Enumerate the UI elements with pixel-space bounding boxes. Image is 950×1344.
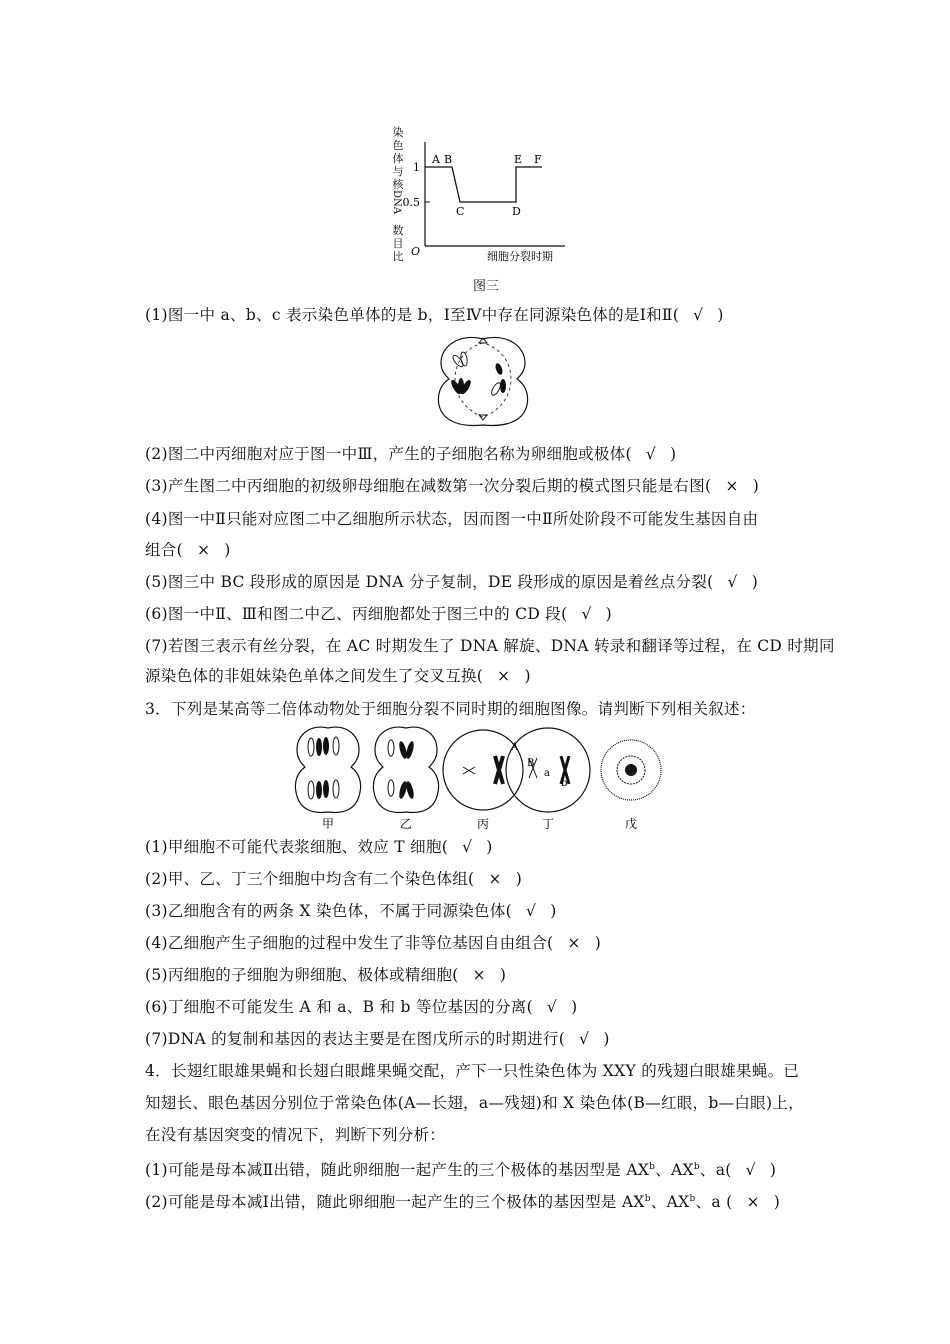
graph-point-E: E <box>514 153 523 166</box>
q3-item-7: (7)DNA 的复制和基因的表达主要是在图戊所示的时期进行( √ ) <box>145 1030 610 1048</box>
q3-item-4: (4)乙细胞产生子细胞的过程中发生了非等位基因自由组合( × ) <box>145 934 602 952</box>
judgement-mark: √ <box>581 605 592 623</box>
judgement-mark: √ <box>745 1161 756 1180</box>
q3-item-3: (3)乙细胞含有的两条 X 染色体，不属于同源染色体( √ ) <box>145 902 557 920</box>
judgement-mark: √ <box>727 573 738 591</box>
graph-point-C: C <box>456 205 465 218</box>
judgement-mark: √ <box>579 1030 590 1048</box>
graph-origin: O <box>410 245 420 258</box>
graph-ylabel-char: 数 <box>392 224 404 237</box>
cell-figure-anaphase <box>433 331 533 429</box>
allele-label: a <box>544 768 550 779</box>
q3-item-6: (6)丁细胞不可能发生 A 和 a、B 和 b 等位基因的分离( √ ) <box>145 998 578 1016</box>
graph-ylabel-char: 体 <box>392 152 404 165</box>
q2-item-6: (6)图一中Ⅱ、Ⅲ和图二中乙、丙细胞都处于图三中的 CD 段( √ ) <box>145 605 612 623</box>
judgement-mark: √ <box>546 998 558 1016</box>
graph-caption: 图三 <box>472 279 499 294</box>
allele-label: A <box>511 742 519 753</box>
cells-figure <box>293 722 673 832</box>
judgement-mark: √ <box>693 306 704 324</box>
judgement-mark: √ <box>645 445 657 463</box>
q2-item-1: (1)图一中 a、b、c 表示染色单体的是 b，Ⅰ至Ⅳ中存在同源染色体的是Ⅰ和Ⅱ( √ ) <box>145 306 724 324</box>
q3-item-2: (2)甲、乙、丁三个细胞中均含有二个染色体组( × ) <box>145 870 523 888</box>
graph-point-F: F <box>534 153 542 166</box>
graph-xlabel: 细胞分裂时期 <box>487 250 553 263</box>
graph-ylabel-char: 比 <box>392 250 404 263</box>
cell-yi <box>373 727 438 812</box>
graph-series-line <box>425 167 542 202</box>
judgement-mark: × <box>472 966 486 984</box>
q2-item-4-cont: 组合( × ) <box>145 541 231 559</box>
q4-item-2: (2)可能是母本减Ⅰ出错，随此卵细胞一起产生的三个极体的基因型是 $AX^b$、$AX^b$、a ( × ) <box>145 1193 781 1212</box>
q2-item-7: (7)若图三表示有丝分裂，在 AC 时期发生了 DNA 解旋、DNA 转录和翻译等过程，在 CD 时期同 <box>145 637 835 655</box>
allele-label: B <box>527 758 535 769</box>
q4-item-1: (1)可能是母本减Ⅱ出错，随此卵细胞一起产生的三个极体的基因型是 $AX^b$、$AX^b$、a( √ ) <box>145 1161 777 1180</box>
graph-ylabel-char: 目 <box>392 237 404 250</box>
graph-ytick-05: 0.5 <box>402 196 420 209</box>
graph-point-D: D <box>512 205 521 218</box>
graph-ylabel-char: DNA <box>391 190 402 214</box>
graph-ylabel-char: 色 <box>392 139 404 152</box>
judgement-mark: × <box>196 541 211 559</box>
q4-stem-3: 在没有基因突变的情况下，判断下列分析： <box>145 1126 446 1144</box>
judgement-mark: √ <box>462 838 473 856</box>
q2-item-2: (2)图二中丙细胞对应于图一中Ⅲ，产生的子细胞名称为卵细胞或极体( √ ) <box>145 445 677 463</box>
graph-ytick-1: 1 <box>413 161 420 174</box>
cell-label-ding: 丁 <box>541 817 555 831</box>
judgement-mark: × <box>725 477 739 495</box>
cell-label-yi: 乙 <box>399 817 413 831</box>
q2-item-7-cont: 源染色体的非姐妹染色单体之间发生了交叉互换( × ) <box>145 667 531 685</box>
judgement-mark: √ <box>526 902 537 920</box>
q3-item-1: (1)甲细胞不可能代表浆细胞、效应 T 细胞( √ ) <box>145 838 493 856</box>
graph-ylabel-char: 与 <box>392 165 404 178</box>
cell-ding <box>506 728 590 812</box>
q2-item-5: (5)图三中 BC 段形成的原因是 DNA 分子复制，DE 段形成的原因是着丝点分裂( √ ) <box>145 573 759 591</box>
allele-label: b <box>561 778 568 789</box>
graph-point-B: B <box>444 153 453 166</box>
judgement-mark: × <box>488 870 502 888</box>
cell-wu <box>601 740 661 800</box>
q4-stem-1: 4．长翅红眼雄果蝇和长翅白眼雌果蝇交配，产下一只性染色体为 XXY 的残翅白眼雄果蝇。已 <box>145 1062 800 1080</box>
cell-jia <box>295 727 360 812</box>
graph-ylabel-char: 染 <box>392 126 404 139</box>
q3-stem: 3．下列是某高等二倍体动物处于细胞分裂不同时期的细胞图像。请判断下列相关叙述： <box>145 700 756 718</box>
cell-label-bing: 丙 <box>476 817 490 831</box>
q4-stem-2: 知翅长、眼色基因分别位于常染色体(A—长翅，a—残翅)和 X 染色体(B—红眼，b—白眼)上， <box>145 1094 804 1112</box>
judgement-mark: × <box>497 667 511 685</box>
q3-item-5: (5)丙细胞的子细胞为卵细胞、极体或精细胞( × ) <box>145 966 507 984</box>
cell-label-wu: 戊 <box>624 817 638 831</box>
q2-item-3: (3)产生图二中丙细胞的初级卵母细胞在减数第一次分裂后期的模式图只能是右图( × ) <box>145 477 760 495</box>
q2-item-4: (4)图一中Ⅱ只能对应图二中乙细胞所示状态，因而图一中Ⅱ所处阶段不可能发生基因自由 <box>145 510 759 528</box>
graph-ylabel-char: 核 <box>392 178 404 191</box>
judgement-mark: × <box>746 1193 760 1212</box>
judgement-mark: × <box>567 934 581 952</box>
graph-point-A: A <box>432 153 440 166</box>
figure-3-graph <box>380 122 580 272</box>
cell-label-jia: 甲 <box>321 817 335 831</box>
